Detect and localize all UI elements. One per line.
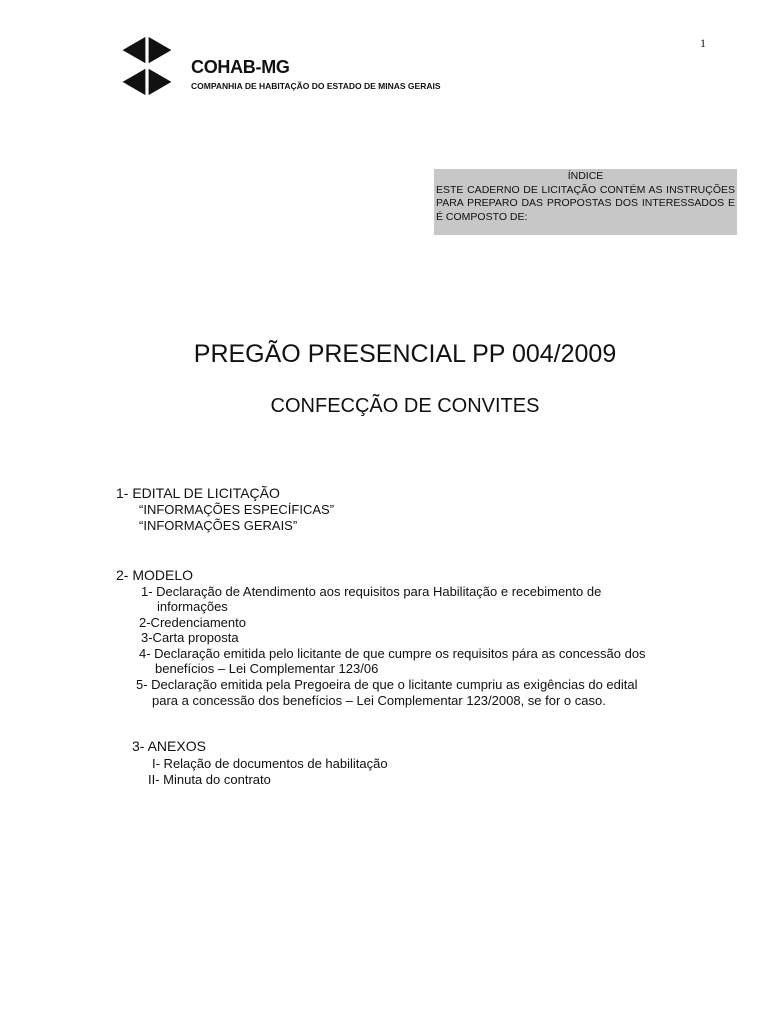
list-item: 1- Declaração de Atendimento aos requisitos para Habilitação e recebimento de — [141, 584, 602, 599]
section-heading: 3- ANEXOS — [132, 738, 206, 754]
list-item: II- Minuta do contrato — [148, 772, 271, 787]
list-item: 3-Carta proposta — [141, 630, 239, 645]
list-item: “INFORMAÇÕES ESPECÍFICAS” — [139, 502, 335, 517]
index-text: ESTE CADERNO DE LICITAÇÃO CONTÉM AS INSTRUÇÕES PARA PREPARO DAS PROPOSTAS DOS INTERESSADOS E É COMPOSTO DE: — [436, 183, 735, 223]
section-heading: 1- EDITAL DE LICITAÇÃO — [116, 485, 280, 501]
list-item: I- Relação de documentos de habilitação — [152, 756, 388, 771]
index-box — [434, 169, 737, 235]
document-subtitle: CONFECÇÃO DE CONVITES — [270, 395, 540, 417]
cohab-mg-logo-icon — [117, 36, 177, 96]
list-item: informações — [157, 599, 228, 614]
list-item: 2-Credenciamento — [139, 615, 246, 630]
index-title: ÍNDICE — [567, 170, 604, 182]
page-number: 1 — [700, 36, 706, 50]
list-item: “INFORMAÇÕES GERAIS” — [139, 518, 298, 533]
section-heading: 2- MODELO — [116, 567, 194, 583]
org-name: COHAB-MG — [191, 57, 290, 77]
list-item: 4- Declaração emitida pelo licitante de que cumpre os requisitos pára as concessão dos — [139, 646, 646, 661]
org-full-name: COMPANHIA DE HABITAÇÃO DO ESTADO DE MINAS GERAIS — [191, 81, 441, 91]
list-item: benefícios – Lei Complementar 123/06 — [155, 661, 379, 676]
document-title: PREGÃO PRESENCIAL PP 004/2009 — [193, 340, 617, 368]
list-item: para a concessão dos benefícios – Lei Complementar 123/2008, se for o caso. — [152, 693, 606, 708]
list-item: 5- Declaração emitida pela Pregoeira de que o licitante cumpriu as exigências do edital — [136, 677, 638, 692]
